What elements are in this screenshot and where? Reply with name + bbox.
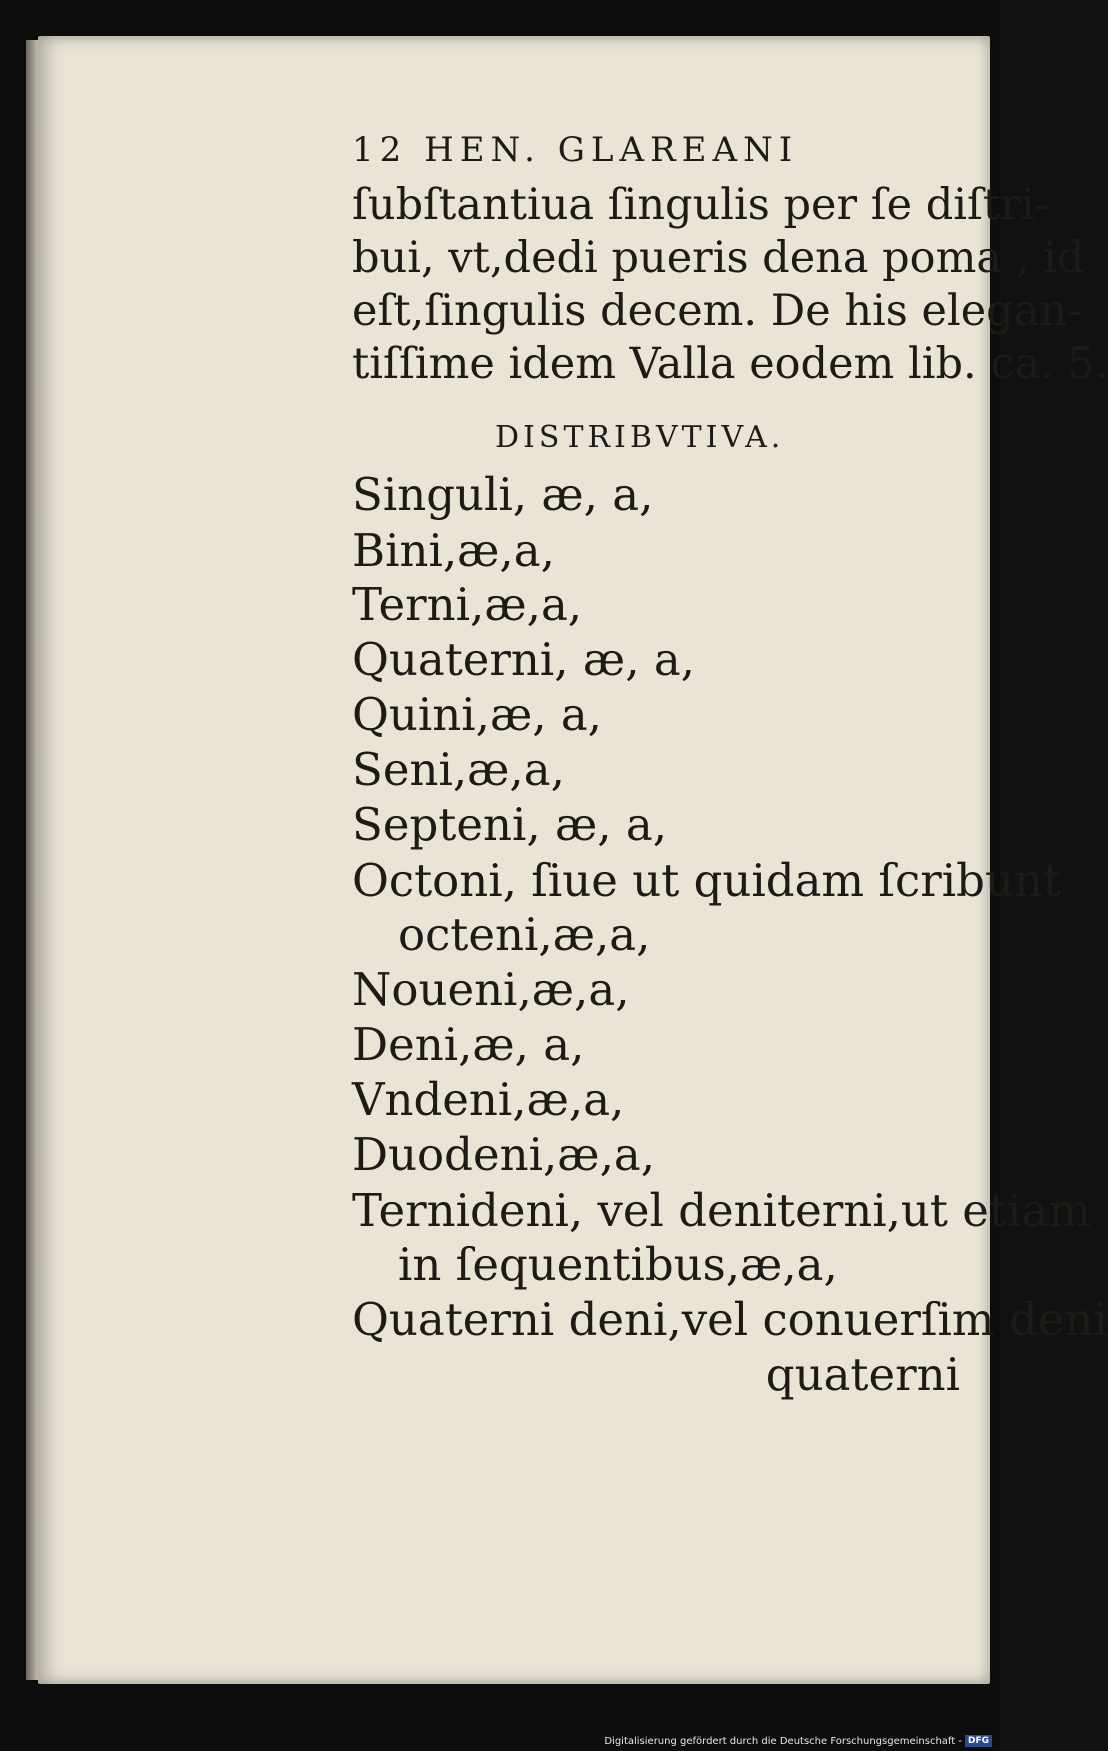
list-item-continuation: octeni,æ,a, xyxy=(398,908,651,961)
prose-line: bui, vt,dedi pueris dena poma , id xyxy=(352,233,1085,283)
list-item: Deni,æ, a, xyxy=(352,1018,585,1071)
list-item: Terni,æ,a, xyxy=(352,578,583,631)
list-item: Singuli, æ, a, xyxy=(352,468,654,521)
list-item: Quini,æ, a, xyxy=(352,688,602,741)
list-item: Noueni,æ,a, xyxy=(352,963,630,1016)
list-item: Octoni, ſiue ut quidam ſcribunt xyxy=(352,854,1061,907)
running-head: 12 HEN. GLAREANI xyxy=(352,130,799,170)
list-item: Ternideni, vel deniterni,ut etiam xyxy=(352,1184,1091,1237)
prose-line: ſubſtantiua ſingulis per ſe diſtri- xyxy=(352,180,1050,230)
credit-text: Digitalisierung gefördert durch die Deutsche Forschungsgemeinschaft - xyxy=(604,1735,962,1747)
dfg-logo: DFG xyxy=(965,1735,992,1747)
list-item: Septeni, æ, a, xyxy=(352,798,667,851)
list-item-continuation: in ſequentibus,æ,a, xyxy=(398,1238,838,1291)
list-item: Bini,æ,a, xyxy=(352,524,555,577)
section-heading: DISTRIBVTIVA. xyxy=(495,420,785,455)
prose-line: eſt,ſingulis decem. De his elegan- xyxy=(352,286,1082,336)
list-item: Vndeni,æ,a, xyxy=(352,1073,625,1126)
catchword: quaterni xyxy=(765,1348,960,1401)
list-item: Quaterni deni,vel conuerſim deni xyxy=(352,1293,1108,1346)
list-item: Seni,æ,a, xyxy=(352,743,565,796)
digitization-credit xyxy=(604,1735,992,1747)
prose-line: tiſſime idem Valla eodem lib. ca. 5. xyxy=(352,339,1108,389)
list-item: Duodeni,æ,a, xyxy=(352,1128,656,1181)
list-item: Quaterni, æ, a, xyxy=(352,633,695,686)
